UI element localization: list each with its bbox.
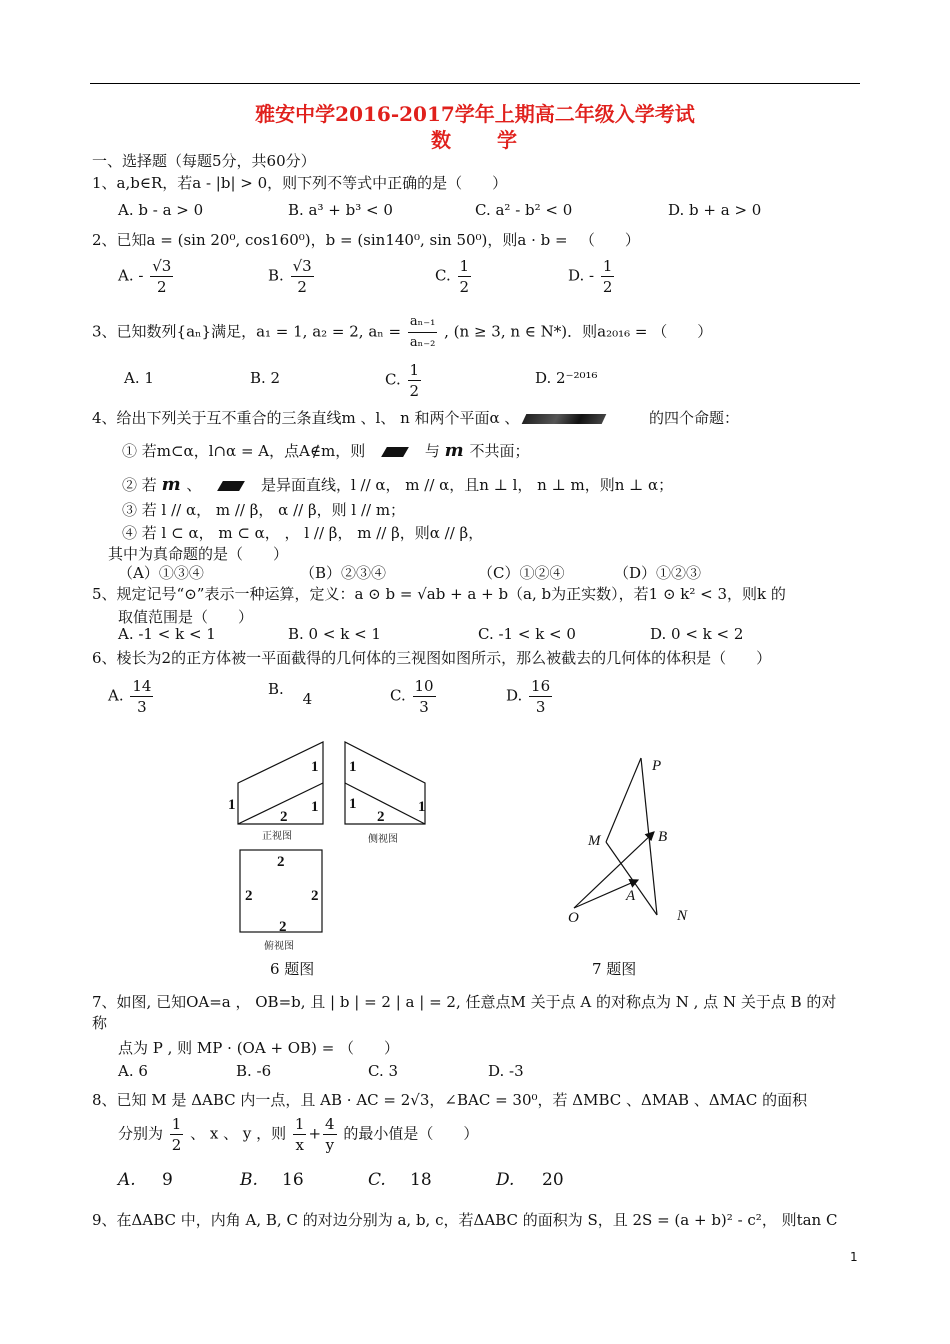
- question-7-stem-2: 称: [92, 1014, 108, 1032]
- q7-option-a: A. 6: [118, 1062, 148, 1080]
- q8-stem2-c: 的最小值是（ ）: [343, 1124, 479, 1143]
- q2-option-a: [118, 256, 175, 297]
- q5-option-d: D. 0 < k < 2: [650, 625, 744, 643]
- q6-d-den: 3: [535, 698, 546, 716]
- front-label-1-right: 1: [311, 799, 319, 815]
- q7-option-b: B. -6: [236, 1062, 272, 1080]
- q8-f1-den: x: [295, 1136, 304, 1154]
- point-o-label: O: [568, 910, 579, 926]
- q8-stem2-b: 、 x 、 y ，则: [190, 1124, 287, 1143]
- q5-option-a: A. -1 < k < 1: [118, 625, 216, 643]
- question-1-stem: 1、a,b∈R，若a - |b| > 0，则下列不等式中正确的是（ ）: [92, 174, 508, 192]
- q4-p1-a: ① 若m⊂α，l∩α = A，点A∉m，则: [122, 442, 366, 460]
- side-view-outline: [345, 742, 425, 824]
- q2-d-num: 1: [602, 257, 613, 275]
- q7-option-c: C. 3: [368, 1062, 399, 1080]
- q6-option-c-label: C.: [390, 686, 406, 705]
- side-label-1-top: 1: [349, 759, 357, 775]
- q3-option-c-label: C.: [385, 370, 401, 389]
- top-label-2-top: 2: [277, 854, 285, 870]
- q6-option-a: [108, 676, 155, 717]
- q8-option-c-value: 18: [410, 1170, 432, 1190]
- q4-proposition-2: [122, 474, 673, 495]
- question-8-stem-2: 分别为 $\frac{1}{2}$ 、 x 、 y ，则 $\frac{1}{x}$ + $\frac{4}{y}$ 的最小值是（ ）: [118, 1115, 479, 1154]
- q8-option-d-label: D.: [496, 1170, 515, 1190]
- q6-c-num: 10: [414, 677, 434, 695]
- side-label-1-right: 1: [418, 799, 426, 815]
- front-label-2: 2: [280, 809, 288, 825]
- q1-option-d: D. b + a > 0: [668, 201, 762, 219]
- q1-option-c: C. a² - b² < 0: [475, 201, 573, 219]
- q8-half-den: 2: [171, 1136, 182, 1154]
- figure-7-vector-diagram: [560, 750, 700, 930]
- q7-option-d: D. -3: [488, 1062, 524, 1080]
- question-7-stem: 7、如图, 已知OA=a ， OB=b, 且 | b | = 2 | a | = 2, 任意点M 关于点 A 的对称点为 N , 点 N 关于点 B 的对: [92, 993, 837, 1011]
- question-8-stem: 8、已知 M 是 ΔABC 内一点，且 AB · AC = 2√3，∠BAC = 30⁰，若 ΔMBC 、ΔMAB 、ΔMAC 的面积: [92, 1091, 808, 1109]
- q2-b-num: √3: [292, 257, 312, 275]
- question-2-stem: 2、已知a = (sin 20⁰, cos160⁰)，b = (sin140⁰, sin 50⁰)，则a · b = （ ）: [92, 231, 640, 249]
- q4-p1-d: 不共面；: [469, 442, 530, 460]
- q8-option-b-value: 16: [282, 1170, 304, 1190]
- exam-subject: 数 学: [431, 128, 519, 152]
- q8-f2-num: 4: [325, 1115, 335, 1133]
- top-label-2-bottom: 2: [279, 919, 287, 935]
- point-n-label: N: [677, 908, 688, 924]
- q1-option-a: A. b - a > 0: [118, 201, 204, 219]
- q6-a-den: 3: [137, 698, 147, 716]
- point-m-label: M: [588, 833, 601, 849]
- q4-p1-b: 与: [424, 442, 440, 460]
- q2-a-den: 2: [157, 278, 167, 296]
- plane-beta-glyph: [522, 414, 607, 424]
- q3-option-b: B. 2: [250, 369, 281, 387]
- q3-stem-part-a: 3、已知数列{aₙ}满足，a₁ = 1, a₂ = 2, aₙ =: [92, 322, 402, 341]
- q4-option-a: （A）①③④: [118, 564, 204, 582]
- front-label-1-top: 1: [311, 759, 319, 775]
- q3-option-a: A. 1: [124, 369, 154, 387]
- question-5-stem-2: 取值范围是（ ）: [118, 608, 254, 626]
- q2-option-a-label: A. -: [118, 266, 144, 285]
- q8-f2-den: y: [325, 1136, 335, 1154]
- side-label-1-left: 1: [349, 796, 357, 812]
- q8-option-a-label: A.: [118, 1170, 136, 1190]
- section-heading: 一、选择题（每题5分，共60分）: [92, 152, 316, 170]
- q6-option-b-label: B.: [268, 680, 284, 698]
- q2-option-c: [435, 256, 473, 297]
- vector-ob: [574, 832, 654, 908]
- q2-c-num: 1: [459, 257, 470, 275]
- figure-6-caption: 6 题图: [270, 960, 315, 978]
- q6-option-d: [506, 676, 554, 717]
- q4-p2-c: 、: [186, 476, 202, 494]
- q4-option-c: （C）①②④: [478, 564, 565, 582]
- q4-p2-a: ② 若: [122, 476, 157, 494]
- q4-p2-d: 是异面直线，l // α， m // α，且n ⊥ l， n ⊥ m，则n ⊥ α；: [260, 476, 674, 494]
- q4-stem-part-b: 的四个命题：: [649, 409, 740, 427]
- q8-option-c-label: C.: [368, 1170, 386, 1190]
- q4-stem-part-a: 4、给出下列关于互不重合的三条直线m 、l、 n 和两个平面α 、: [92, 409, 520, 427]
- q2-b-den: 2: [297, 278, 307, 296]
- line-n-glyph-2: [217, 481, 245, 491]
- q4-option-b: （B）②③④: [300, 564, 387, 582]
- q8-option-a-value: 9: [162, 1170, 173, 1190]
- point-b-label: B: [658, 829, 668, 845]
- q8-half-num: 1: [171, 1115, 182, 1133]
- q3-c-den: 2: [409, 382, 420, 400]
- point-p-label: P: [652, 758, 662, 774]
- q2-c-den: 2: [459, 278, 470, 296]
- q3-frac-num: aₙ₋₁: [408, 312, 437, 333]
- question-5-stem: 5、规定记号“⊙”表示一种运算，定义：a ⊙ b = √ab + a + b（a, b为正实数），若1 ⊙ k² < 3，则k 的: [92, 585, 786, 603]
- q5-option-c: C. -1 < k < 0: [478, 625, 576, 643]
- header-rule: [90, 83, 860, 84]
- q5-option-b: B. 0 < k < 1: [288, 625, 381, 643]
- q4-proposition-1: [122, 440, 530, 461]
- q6-option-d-label: D.: [506, 686, 523, 705]
- q2-d-den: 2: [602, 278, 613, 296]
- figure-7-caption: 7 题图: [592, 960, 637, 978]
- q3-option-c: [385, 360, 423, 401]
- question-9-stem: 9、在ΔABC 中，内角 A, B, C 的对边分别为 a, b, c，若ΔABC 的面积为 S，且 2S = (a + b)² - c²， 则tan C: [92, 1211, 838, 1229]
- q6-d-num: 16: [531, 677, 551, 695]
- top-label-2-right: 2: [311, 888, 319, 904]
- q8-option-b-label: B.: [240, 1170, 258, 1190]
- question-3-stem: [92, 312, 712, 353]
- line-m-glyph-2: m: [161, 474, 182, 495]
- q3-option-d: D. 2⁻²⁰¹⁶: [535, 369, 598, 387]
- point-a-label: A: [626, 888, 636, 904]
- q4-proposition-3: ③ 若 l // α， m // β， α // β，则 l // m；: [122, 501, 406, 519]
- side-view-caption: 侧视图: [368, 834, 398, 845]
- q2-option-d: [568, 256, 616, 297]
- question-4-stem: [92, 407, 739, 428]
- q6-option-b: [268, 680, 313, 708]
- q6-b-value: 4: [302, 690, 313, 708]
- q2-option-c-label: C.: [435, 266, 451, 285]
- question-7-stem-3: 点为 P , 则 MP · (OA + OB) = （ ）: [118, 1039, 400, 1057]
- question-6-stem: 6、棱长为2的正方体被一平面截得的几何体的三视图如图所示，那么被截去的几何体的体积是（ ）: [92, 649, 772, 667]
- line-p-m: [606, 758, 641, 842]
- q4-ask: 其中为真命题的是（ ）: [108, 545, 289, 563]
- q8-f1-num: 1: [294, 1115, 305, 1133]
- front-label-1-left: 1: [228, 797, 236, 813]
- q3-stem-part-b: , (n ≥ 3, n ∈ N*)．则a₂₀₁₆ = （ ）: [444, 322, 713, 341]
- q2-option-d-label: D. -: [568, 266, 595, 285]
- q6-a-num: 14: [132, 677, 152, 695]
- top-view-caption: 俯视图: [264, 941, 294, 952]
- side-view-diagonal: [345, 783, 425, 824]
- page-number: 1: [850, 1250, 858, 1264]
- q6-c-den: 3: [419, 698, 429, 716]
- front-view-caption: 正视图: [262, 831, 292, 842]
- q8-option-d-value: 20: [542, 1170, 564, 1190]
- q3-frac-den: aₙ₋₂: [409, 335, 436, 350]
- exam-title: 雅安中学2016-2017学年上期高二年级入学考试: [255, 102, 695, 126]
- q6-option-c: [390, 676, 438, 717]
- q2-option-b-label: B.: [268, 266, 284, 285]
- side-label-2: 2: [377, 809, 385, 825]
- q3-c-num: 1: [409, 361, 420, 379]
- line-n-glyph: [381, 447, 409, 457]
- q6-option-a-label: A.: [108, 686, 124, 705]
- q2-a-num: √3: [152, 257, 172, 275]
- figure-6-three-views: [220, 735, 450, 955]
- q4-option-d: （D）①②③: [614, 564, 702, 582]
- q8-stem2-a: 分别为: [118, 1124, 164, 1143]
- top-label-2-left: 2: [245, 888, 253, 904]
- q2-option-b: [268, 256, 316, 297]
- q1-option-b: B. a³ + b³ < 0: [288, 201, 393, 219]
- line-m-glyph: m: [444, 440, 465, 461]
- q4-proposition-4: ④ 若 l ⊂ α， m ⊂ α， ， l // β， m // β，则α // β，: [122, 524, 484, 542]
